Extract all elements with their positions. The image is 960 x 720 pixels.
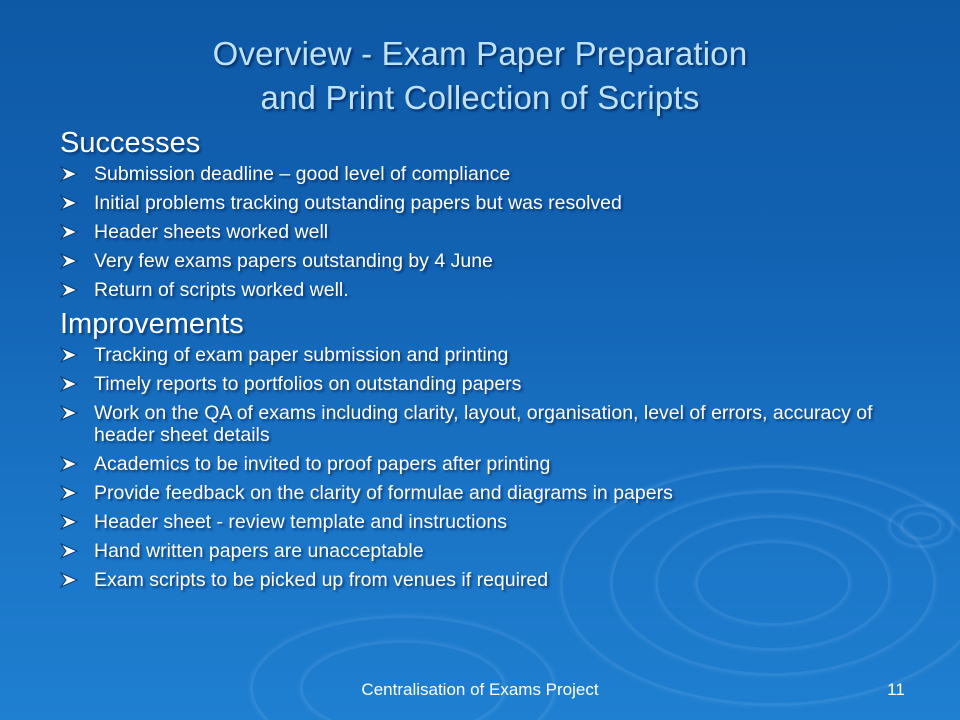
arrow-bullet-icon (60, 376, 78, 392)
bullet-text: Submission deadline – good level of compliance (94, 163, 511, 185)
arrow-bullet-icon (60, 282, 78, 298)
bullet-text: Very few exams papers outstanding by 4 June (94, 250, 493, 272)
bullet-text: Initial problems tracking outstanding papers but was resolved (94, 192, 622, 214)
bullet-text: Academics to be invited to proof papers after printing (94, 453, 551, 475)
arrow-bullet-icon (60, 485, 78, 501)
section-heading-improvements: Improvements (60, 308, 244, 340)
slide-title (0, 32, 960, 120)
bullet-text: Provide feedback on the clarity of formulae and diagrams in papers (94, 482, 673, 504)
list-item (60, 221, 920, 243)
arrow-bullet-icon (60, 166, 78, 182)
list-item (60, 373, 920, 395)
arrow-bullet-icon (60, 572, 78, 588)
section-heading-successes: Successes (60, 127, 201, 159)
list-item (60, 250, 920, 272)
bullet-text: Header sheet - review template and instructions (94, 511, 507, 533)
arrow-bullet-icon (60, 543, 78, 559)
slide-footer: Centralisation of Exams Project (361, 680, 599, 699)
ripple-decoration (250, 615, 556, 720)
bullet-list-improvements (60, 344, 920, 591)
arrow-bullet-icon (60, 456, 78, 472)
title-line-1: Overview - Exam Paper Preparation (212, 35, 748, 72)
bullet-text: Return of scripts worked well. (94, 279, 349, 301)
list-item (60, 482, 920, 504)
arrow-bullet-icon (60, 195, 78, 211)
bullet-text: Work on the QA of exams including clarity, layout, organisation, level of errors, accuracy of header sheet details (94, 402, 873, 446)
title-line-2: and Print Collection of Scripts (260, 79, 700, 116)
list-item (60, 453, 920, 475)
list-item (60, 402, 920, 446)
list-item (60, 540, 920, 562)
bullet-list-successes (60, 163, 920, 301)
bullet-text: Tracking of exam paper submission and printing (94, 344, 509, 366)
arrow-bullet-icon (60, 347, 78, 363)
bullet-text: Hand written papers are unacceptable (94, 540, 424, 562)
arrow-bullet-icon (60, 253, 78, 269)
bullet-text: Header sheets worked well (94, 221, 329, 243)
list-item (60, 192, 920, 214)
list-item (60, 279, 920, 301)
list-item (60, 344, 920, 366)
arrow-bullet-icon (60, 224, 78, 240)
bullet-text: Timely reports to portfolios on outstanding papers (94, 373, 522, 395)
bullet-text: Exam scripts to be picked up from venues if required (94, 569, 549, 591)
list-item (60, 163, 920, 185)
slide-content (60, 127, 920, 598)
list-item (60, 569, 920, 591)
arrow-bullet-icon (60, 405, 78, 421)
list-item (60, 511, 920, 533)
arrow-bullet-icon (60, 514, 78, 530)
slide-number: 11 (887, 680, 905, 699)
